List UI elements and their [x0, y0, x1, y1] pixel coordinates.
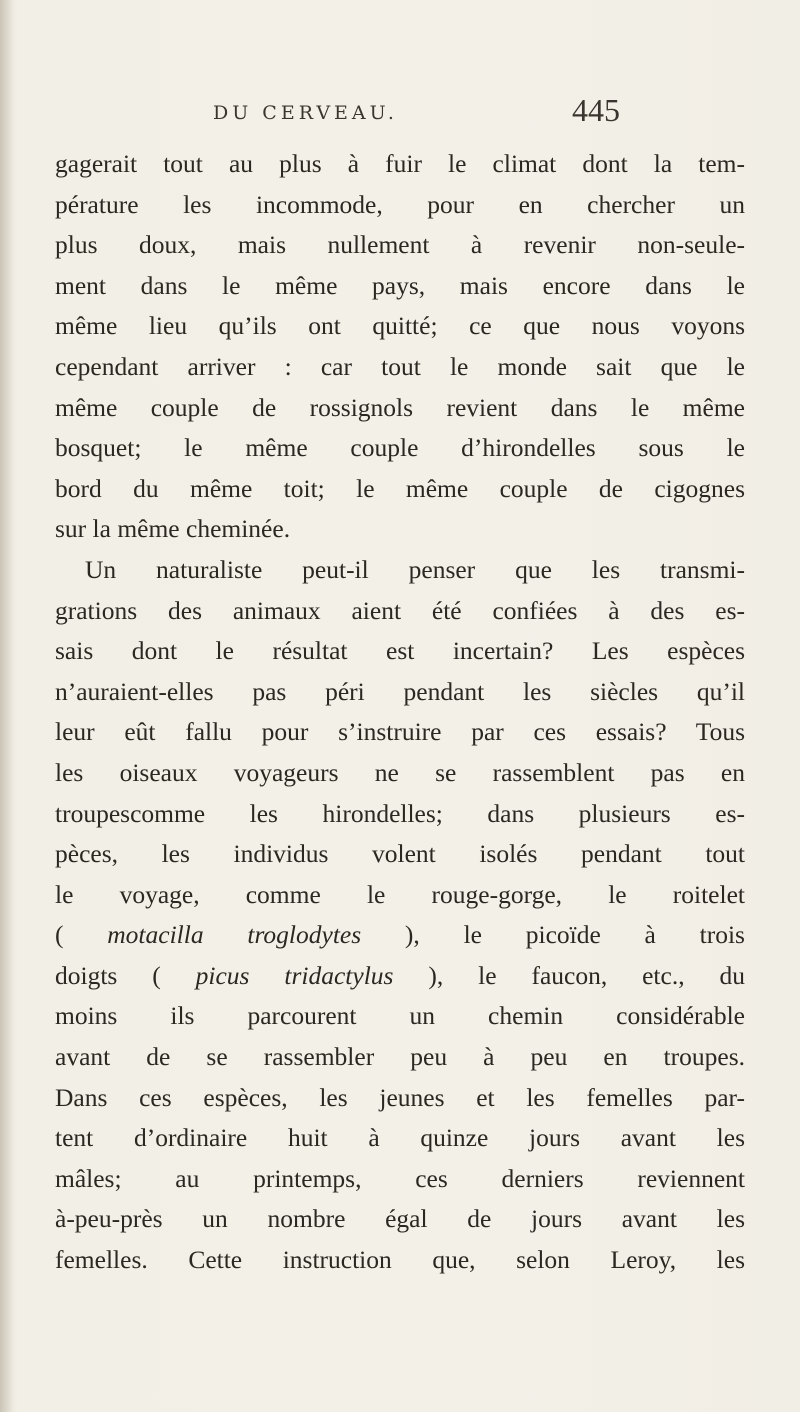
- text-span: ), le faucon, etc., du: [393, 960, 745, 990]
- text-line: pérature les incommode, pour en chercher un: [55, 189, 745, 219]
- text-line: bosquet; le même couple d’hirondelles sous le: [55, 433, 745, 463]
- text-line: ment dans le même pays, mais encore dans le: [55, 270, 745, 300]
- text-line: sais dont le résultat est incertain? Les espèces: [55, 636, 745, 666]
- text-line: avant de se rassembler peu à peu en troupes.: [55, 1042, 745, 1072]
- text-line: Dans ces espèces, les jeunes et les femelles par-: [55, 1082, 745, 1112]
- paragraph-end-line: sur la même cheminée.: [55, 514, 291, 544]
- text-line: le voyage, comme le rouge-gorge, le roitelet: [55, 879, 745, 909]
- text-line: cependant arriver : car tout le monde sait que le: [55, 351, 745, 381]
- text-line: pèces, les individus volent isolés pendant tout: [55, 839, 745, 869]
- text-line-latin-name: [55, 915, 745, 956]
- page-number: 445: [572, 92, 620, 128]
- text-line: mâles; au printemps, ces derniers reviennent: [55, 1163, 745, 1193]
- text-line: à-peu-près un nombre égal de jours avant les: [55, 1204, 745, 1234]
- text-line: femelles. Cette instruction que, selon Leroy, les: [55, 1245, 745, 1275]
- text-line: tent d’ordinaire huit à quinze jours avant les: [55, 1123, 745, 1153]
- running-head: DU CERVEAU.: [213, 102, 398, 124]
- latin-species-name: motacilla troglodytes: [107, 920, 362, 950]
- text-line: troupescomme les hirondelles; dans plusieurs es-: [55, 798, 745, 828]
- text-span: (: [55, 920, 108, 950]
- text-span: doigts (: [55, 960, 196, 990]
- paragraph-start-line: Un naturaliste peut-il penser que les transmi-: [85, 554, 745, 584]
- text-line: n’auraient-elles pas péri pendant les siècles qu’il: [55, 676, 745, 706]
- text-line: grations des animaux aient été confiées à des es-: [55, 595, 745, 625]
- text-line: gagerait tout au plus à fuir le climat dont la tem-: [55, 149, 745, 178]
- text-line: les oiseaux voyageurs ne se rassemblent pas en: [55, 757, 745, 787]
- text-line: moins ils parcourent un chemin considérable: [55, 1001, 745, 1031]
- page-header: [0, 92, 800, 138]
- text-line: bord du même toit; le même couple de cigognes: [55, 473, 745, 503]
- text-line: même lieu qu’ils ont quitté; ce que nous voyons: [55, 311, 745, 341]
- text-line: plus doux, mais nullement à revenir non-seule-: [55, 230, 745, 260]
- body-text: [55, 144, 745, 1281]
- text-line-latin-name: [55, 956, 745, 997]
- latin-species-name: picus tridactylus: [195, 960, 394, 990]
- page-gutter-shadow: [0, 0, 14, 1412]
- text-line: leur eût fallu pour s’instruire par ces essais? Tous: [55, 717, 745, 747]
- text-line: même couple de rossignols revient dans le même: [55, 392, 745, 422]
- text-span: ), le picoïde à trois: [361, 920, 745, 950]
